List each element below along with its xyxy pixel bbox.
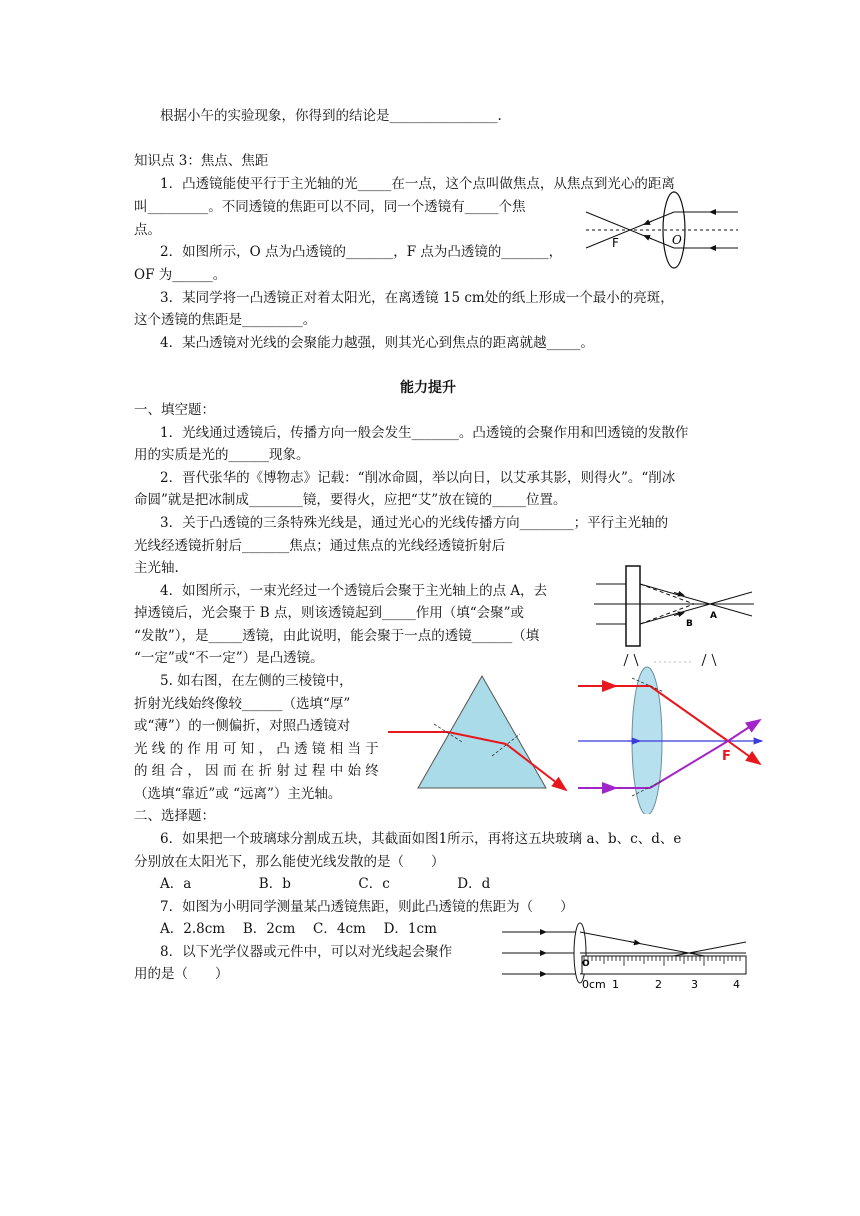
k3-q1-line3: 点。: [134, 222, 161, 238]
focus-f-label: F: [722, 749, 731, 764]
q4-line4: “一定”或“不一定”）是凸透镜。: [134, 650, 324, 666]
q1-line2: 用的实质是光的______现象。: [134, 447, 310, 463]
q5-line3: 或“薄”）的一侧偏折，对照凸透镜对: [134, 718, 351, 734]
q1-line1: 1．光线通过透镜后，传播方向一般会发生_______。凸透镜的会聚作用和凹透镜的发散作: [160, 425, 689, 441]
q6-options: A．a B．b C．c D．d: [160, 876, 491, 892]
convex-lens-focus-figure: [582, 190, 742, 272]
k3-q1-line2: 叫_________。不同透镜的焦距可以不同，同一个透镜有_____个焦: [134, 199, 526, 215]
q5-line1: 5. 如右图，在左侧的三棱镜中，: [160, 673, 353, 689]
k3-q2-line1: 2．如图所示，O 点为凸透镜的_______，F 点为凸透镜的_______，: [160, 244, 563, 260]
q5-line5: 的 组 合 ， 因 而 在 折 射 过 程 中 始 终: [134, 763, 379, 779]
point-b-label: B: [686, 619, 693, 629]
tick-1: 1: [612, 978, 619, 990]
q6-line1: 6．如果把一个玻璃球分割成五块，其截面如图1所示，再将这五块玻璃 a、b、c、d、e: [160, 831, 682, 847]
q5-line2: 折射光线始终像较______（选填“厚”: [134, 696, 351, 712]
section-fill-blank: 一、填空题：: [134, 402, 215, 418]
k3-q3-line1: 3．某同学将一凸透镜正对着太阳光，在离透镜 15 cm处的纸上形成一个最小的亮斑，: [160, 290, 674, 306]
q4-line3: “发散”），是_____透镜，由此说明，能会聚于一点的透镜______（填: [134, 628, 540, 644]
k3-q4: 4．某凸透镜对光线的会聚能力越强，则其光心到焦点的距离就越_____。: [160, 335, 594, 351]
prism-and-lens-figure: [388, 664, 766, 814]
conclusion-line: 根据小午的实验现象，你得到的结论是________________.: [160, 108, 502, 124]
q5-line6: （选填“靠近”或 “远离”）主光轴。: [134, 786, 342, 802]
tick-2: 2: [655, 978, 662, 990]
q8-line2: 用的是（ ）: [134, 966, 229, 982]
lens-center-label: O: [582, 959, 590, 969]
q7-options: A．2.8cm B．2cm C．4cm D．1cm: [160, 921, 437, 937]
lens-converge-figure: [594, 562, 756, 668]
q3-line2: 光线经透镜折射后_______焦点；通过焦点的光线经透镜折射后: [134, 538, 506, 554]
tick-4: 4: [733, 978, 740, 990]
q8-line1: 8．以下光学仪器或元件中，可以对光线起会聚作: [160, 944, 453, 960]
k3-q1-line1: 1．凸透镜能使平行于主光轴的光_____在一点，这个点叫做焦点，从焦点到光心的距离: [160, 176, 675, 192]
tick-3: 3: [691, 978, 698, 990]
point-a-label: A: [710, 611, 717, 621]
tick-0: 0cm: [582, 978, 606, 990]
q3-line1: 3．关于凸透镜的三条特殊光线是，通过光心的光线传播方向________；平行主光轴的: [160, 515, 669, 531]
focal-length-ruler-figure: [500, 920, 756, 990]
section-choice: 二、选择题：: [134, 808, 215, 824]
q5-line4: 光 线 的 作 用 可 知 ， 凸 透 镜 相 当 于: [134, 741, 379, 757]
k3-q2-line2: OF 为______。: [134, 267, 227, 283]
center-label: O: [672, 233, 682, 247]
knowledge-point-3: 知识点 3：焦点、焦距: [134, 153, 269, 169]
focus-label: F: [612, 236, 619, 250]
q7-line1: 7．如图为小明同学测量某凸透镜焦距，则此凸透镜的焦距为（ ）: [160, 899, 574, 915]
q4-line1: 4．如图所示，一束光经过一个透镜后会聚于主光轴上的点 A，去: [160, 583, 548, 599]
q3-line3: 主光轴.: [134, 560, 179, 576]
q6-line2: 分别放在太阳光下，那么能使光线发散的是（ ）: [134, 854, 445, 870]
section-title: 能力提升: [400, 380, 456, 396]
q2-line2: 命圆”就是把冰制成________镜，要得火，应把“艾”放在镜的_____位置。: [134, 492, 567, 508]
q4-line2: 掉透镜后，光会聚于 B 点，则该透镜起到_____作用（填“会聚”或: [134, 605, 525, 621]
q2-line1: 2．晋代张华的《博物志》记载：“削冰命圆，举以向日，以艾承其影，则得火”。“削冰: [160, 470, 676, 486]
k3-q3-line2: 这个透镜的焦距是_________。: [134, 312, 317, 328]
